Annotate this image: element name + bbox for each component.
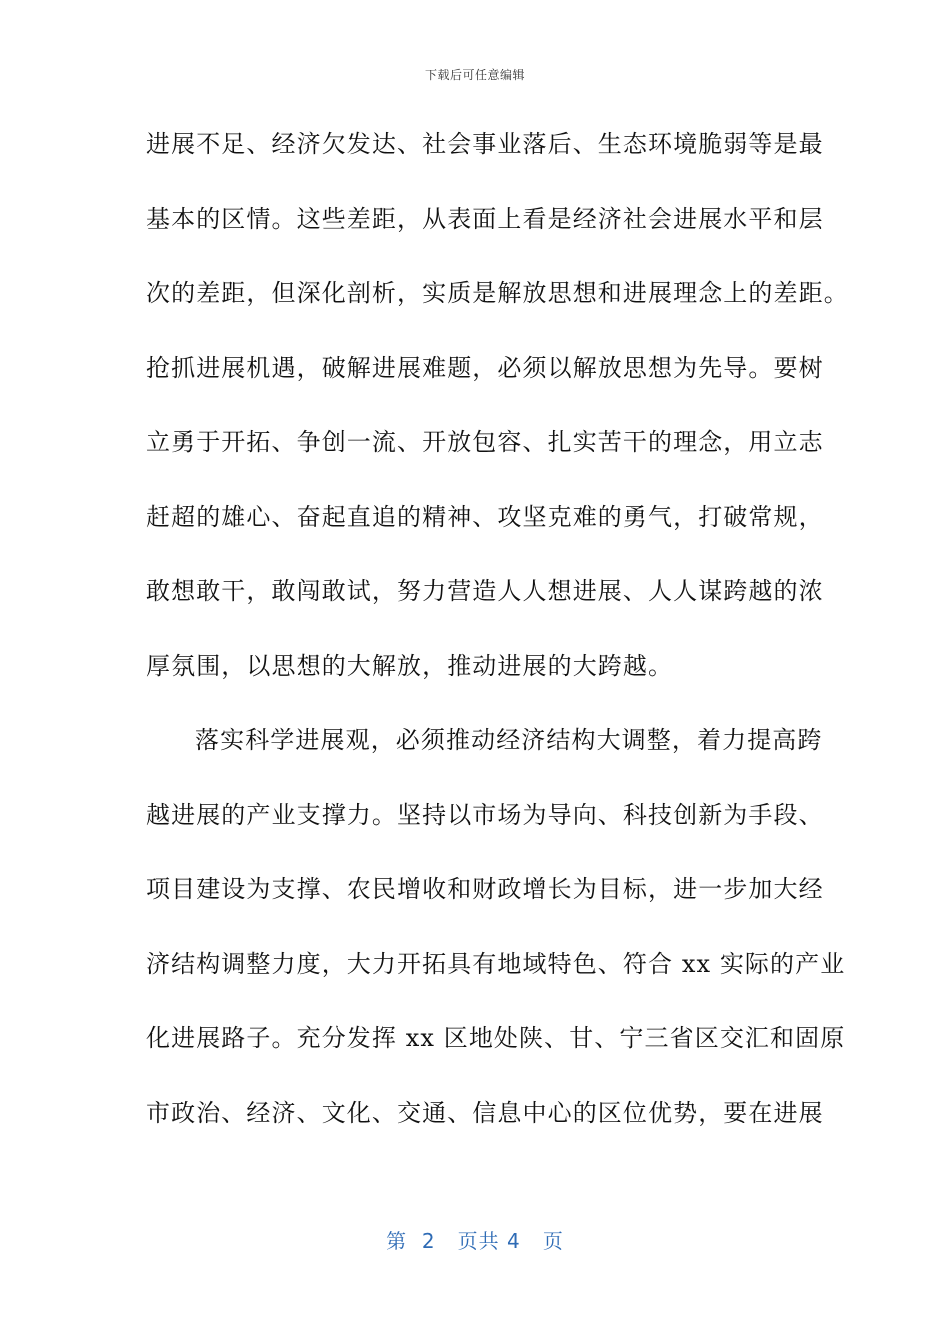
page-number-footer: 第 2 页共 4 页 (386, 1229, 564, 1253)
page-header-note: 下载后可任意编辑 (424, 68, 525, 82)
body-line: 立勇于开拓、争创一流、开放包容、扎实苦干的理念，用立志 (146, 428, 824, 456)
document-body (146, 124, 849, 1167)
body-line: 进展不足、经济欠发达、社会事业落后、生态环境脆弱等是最 (146, 130, 824, 158)
body-line: 次的差距，但深化剖析，实质是解放思想和进展理念上的差距。 (146, 279, 849, 307)
body-line: 市政治、经济、文化、交通、信息中心的区位优势，要在进展 (146, 1098, 824, 1127)
body-line: 厚氛围，以思想的大解放，推动进展的大跨越。 (146, 651, 674, 680)
body-line: 敢想敢干，敢闯敢试，努力营造人人想进展、人人谋跨越的浓 (146, 577, 824, 605)
body-line: 赶超的雄心、奋起直追的精神、攻坚克难的勇气，打破常规， (146, 502, 824, 531)
body-line: 基本的区情。这些差距，从表面上看是经济社会进展水平和层 (146, 204, 824, 233)
paragraph-start-line: 落实科学进展观，必须推动经济结构大调整，着力提高跨 (195, 726, 823, 754)
body-line: 抢抓进展机遇，破解进展难题，必须以解放思想为先导。要树 (146, 353, 824, 382)
body-line: 济结构调整力度，大力开拓具有地域特色、符合 xx 实际的产业 (146, 949, 846, 978)
body-line: 化进展路子。充分发挥 xx 区地处陕、甘、宁三省区交汇和固原 (146, 1024, 846, 1052)
body-line: 项目建设为支撑、农民增收和财政增长为目标，进一步加大经 (146, 875, 824, 903)
body-line: 越进展的产业支撑力。坚持以市场为导向、科技创新为手段、 (146, 800, 824, 829)
